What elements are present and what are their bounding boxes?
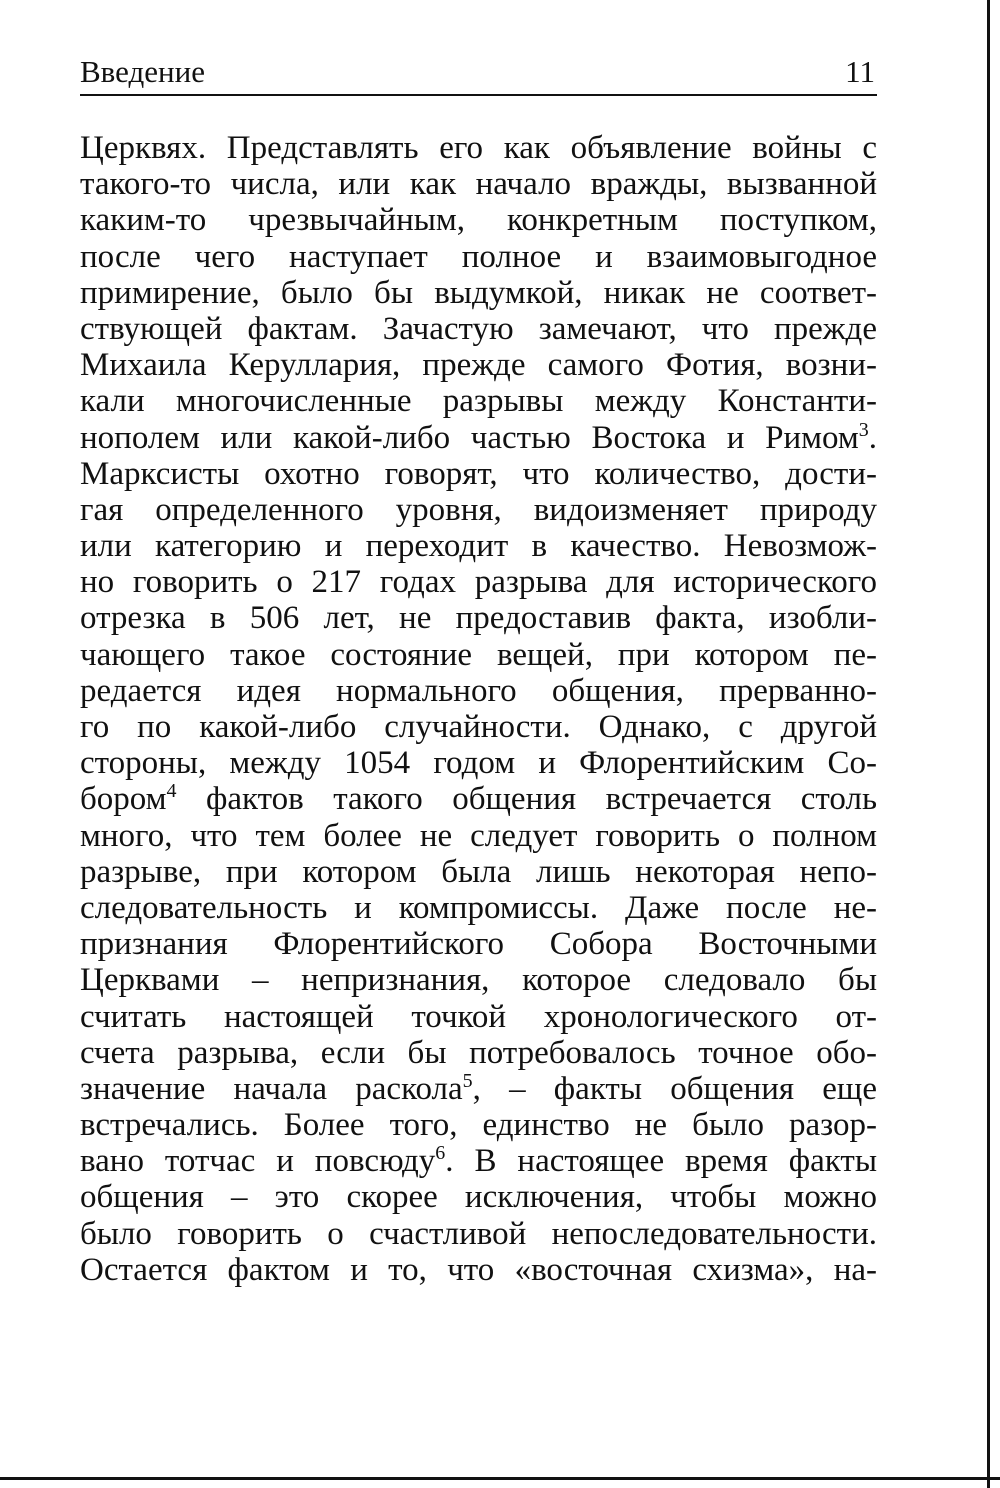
text-line: бором$^4$ фактов такого общения встречается столь: [80, 780, 877, 818]
text-line: но говорить о 217 годах разрыва для исторического: [80, 564, 877, 601]
page-edge-bottom: [0, 1477, 1000, 1480]
text-line: разрыве, при котором была лишь некоторая непо-: [80, 853, 877, 890]
text-line: Остается фактом и то, что «восточная схизма», на-: [80, 1251, 877, 1288]
text-line: такого-то числа, или как начало вражды, вызванной: [80, 166, 877, 203]
footnote-ref[interactable]: 3: [858, 418, 869, 441]
text-line: после чего наступает полное и взаимовыгодное: [80, 238, 877, 275]
page-number: 11: [845, 54, 875, 89]
text-line: вано тотчас и повсюду$^6$. В настоящее время факты: [80, 1142, 877, 1180]
text-line: было говорить о счастливой непоследовательности.: [80, 1215, 877, 1252]
text-line: встречались. Более того, единство не было разор-: [80, 1107, 877, 1144]
text-line: Марксисты охотно говорят, что количество, дости-: [80, 455, 877, 492]
text-line: признания Флорентийского Собора Восточными: [80, 926, 877, 963]
section-title: Введение: [80, 54, 205, 89]
text-line: нополем или какой-либо частью Востока и Римом$^3$.: [80, 418, 877, 456]
text-line: стороны, между 1054 годом и Флорентийским Со-: [80, 745, 877, 782]
text-line: значение начала раскола$^5$, – факты общения еще: [80, 1069, 877, 1107]
text-line: общения – это скорее исключения, чтобы можно: [80, 1179, 877, 1216]
text-line: чающего такое состояние вещей, при котором пе-: [80, 636, 877, 673]
text-line: счета разрыва, если бы потребовалось точное обо-: [80, 1034, 877, 1071]
text-line: го по какой-либо случайности. Однако, с другой: [80, 709, 877, 745]
page-edge-right: [987, 0, 990, 1488]
text-line: следовательность и компромиссы. Даже после не-: [80, 889, 877, 926]
text-line: Церквях. Представлять его как объявление войны с: [80, 130, 877, 166]
text-line: гая определенного уровня, видоизменяет природу: [80, 491, 877, 528]
footnote-ref[interactable]: 6: [435, 1142, 446, 1165]
footnote-ref[interactable]: 4: [166, 780, 177, 803]
running-head: [80, 54, 877, 96]
text-line: ствующей фактам. Зачастую замечают, что прежде: [80, 310, 877, 347]
body-text: [80, 130, 877, 1288]
text-line: кали многочисленные разрывы между Константи-: [80, 383, 877, 420]
text-line: отрезка в 506 лет, не предоставив факта, изобли-: [80, 600, 877, 637]
text-line: каким-то чрезвычайным, конкретным поступком,: [80, 202, 877, 239]
text-line: Михаила Керуллария, прежде самого Фотия, возни-: [80, 347, 877, 384]
text-line: считать настоящей точкой хронологического от-: [80, 998, 877, 1035]
text-line: примирение, было бы выдумкой, никак не соответ-: [80, 274, 877, 311]
footnote-ref[interactable]: 5: [462, 1069, 473, 1092]
text-line: или категорию и переходит в качество. Невозмож-: [80, 528, 877, 565]
text-line: Церквами – непризнания, которое следовало бы: [80, 962, 877, 999]
text-line: редается идея нормального общения, прерванно-: [80, 672, 877, 709]
text-line: много, что тем более не следует говорить о полном: [80, 817, 877, 854]
